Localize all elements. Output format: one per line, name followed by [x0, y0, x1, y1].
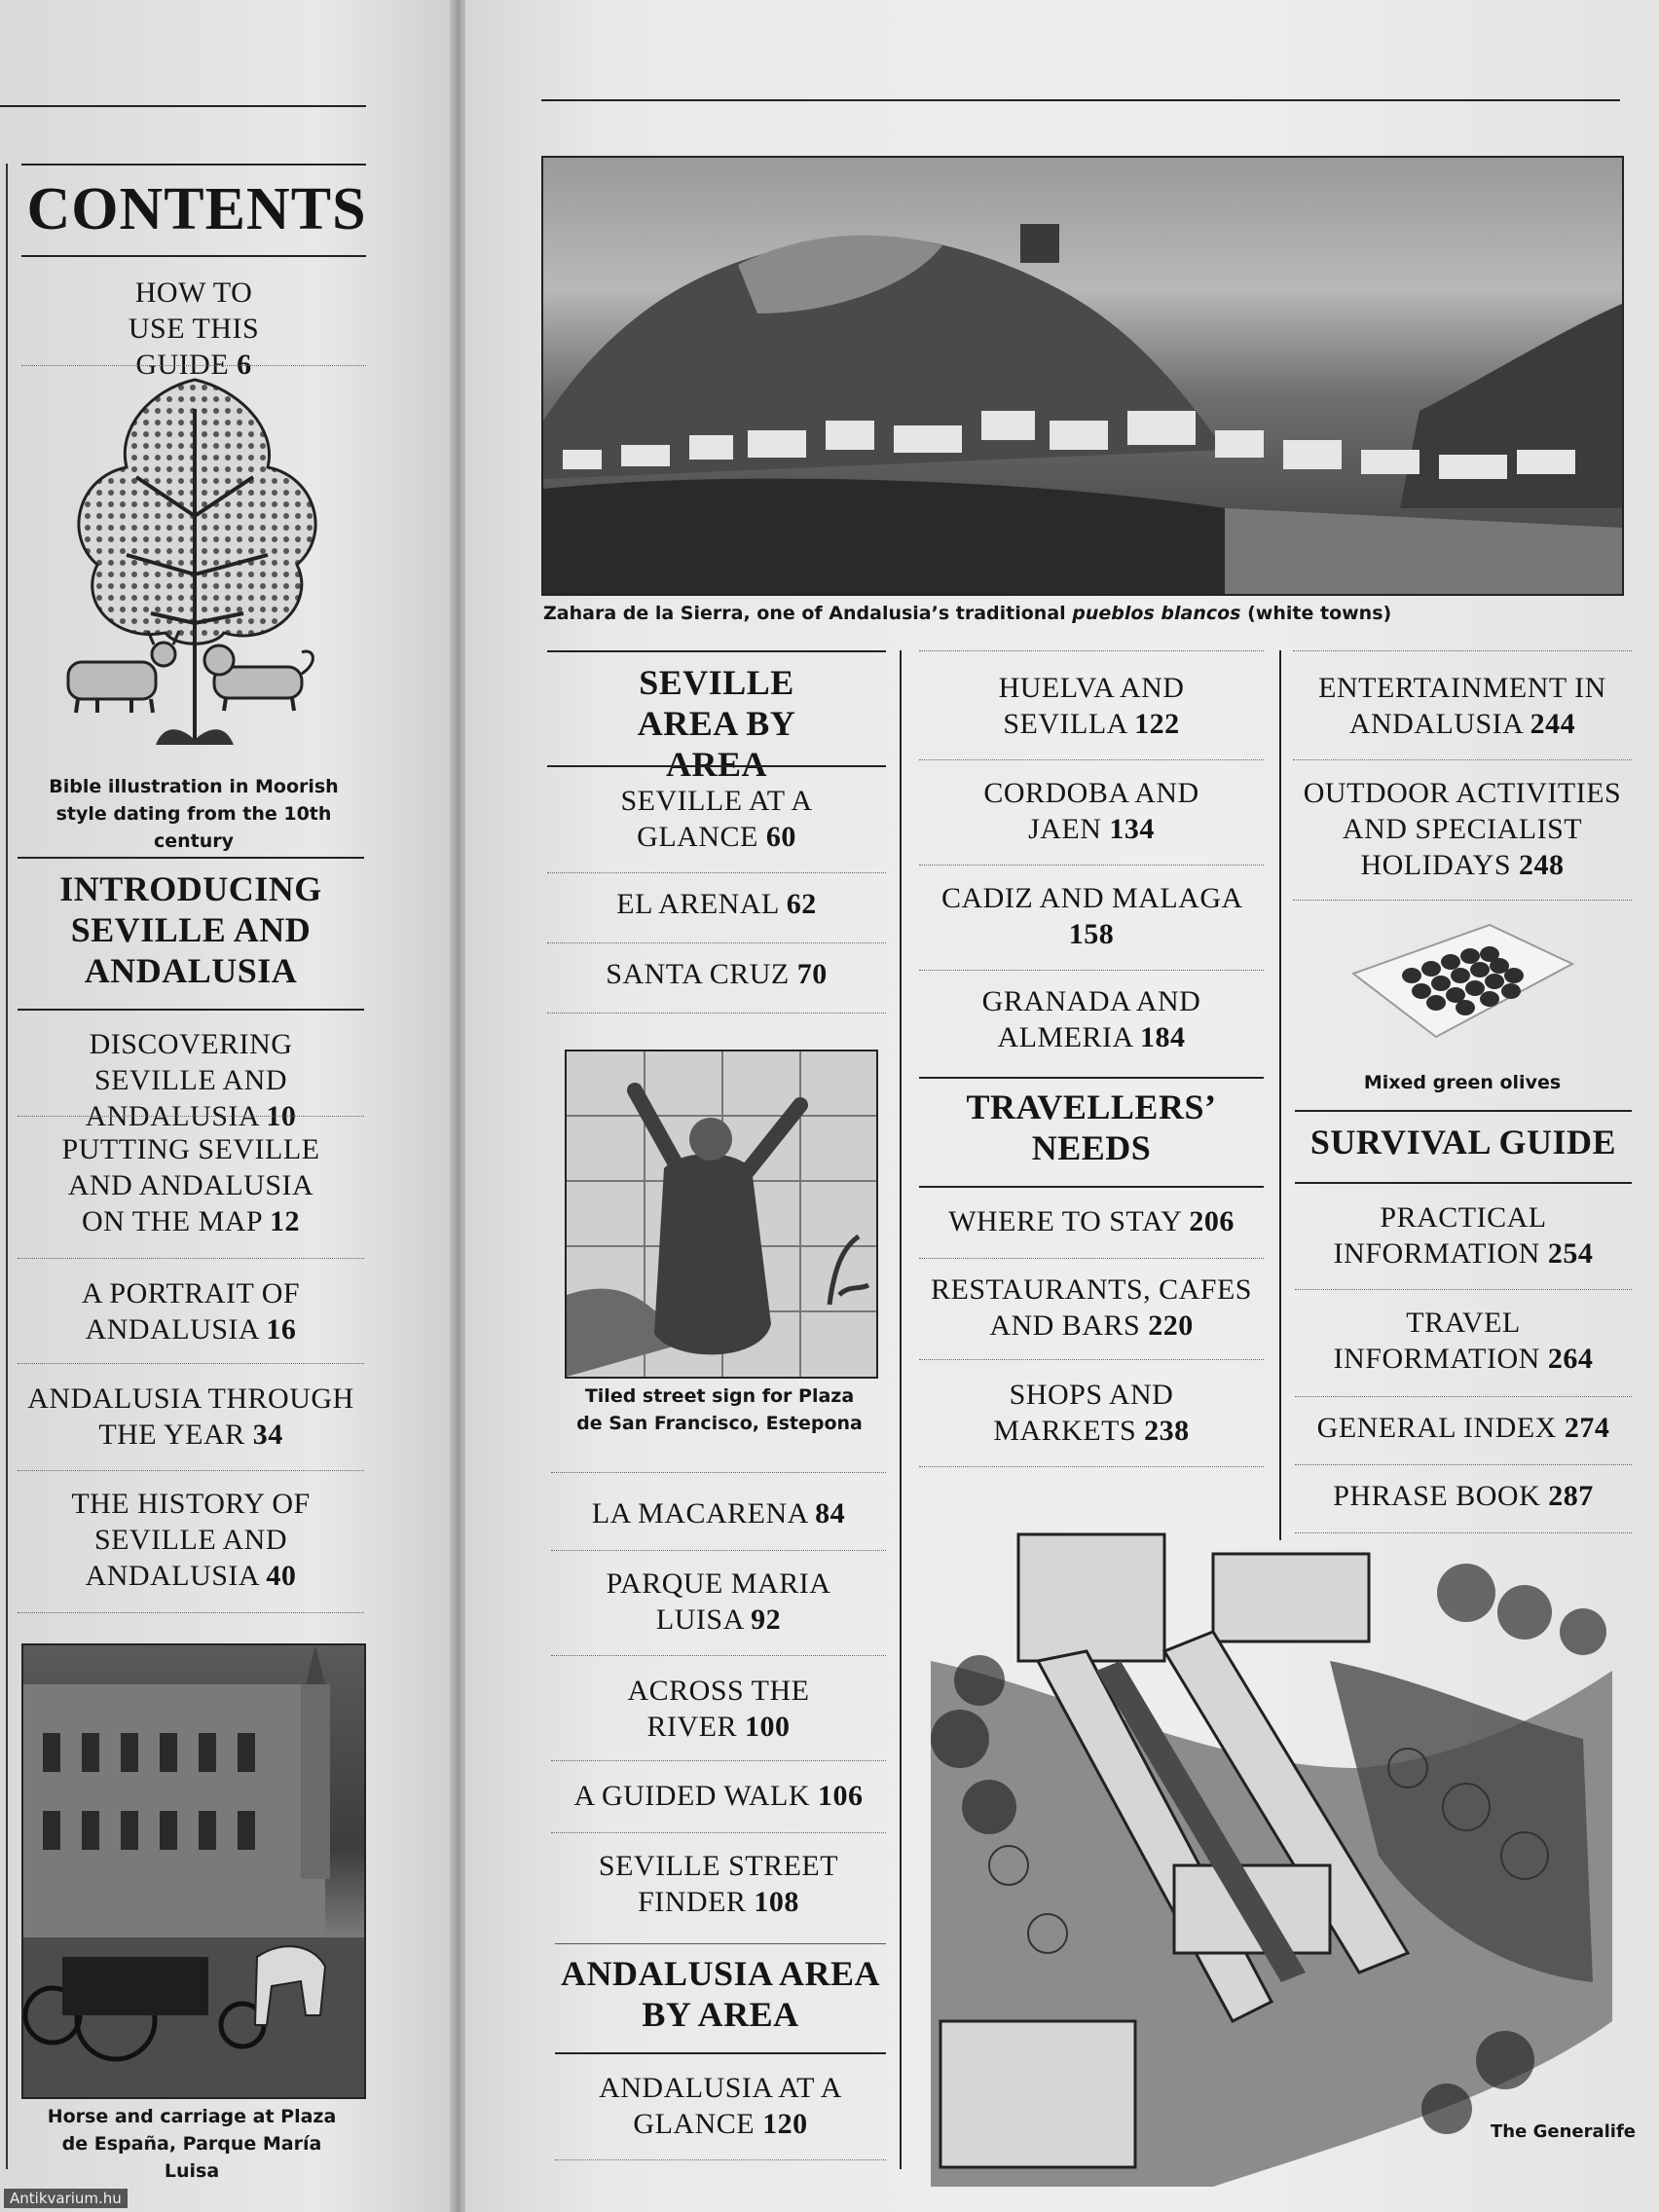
rule	[551, 1832, 886, 1833]
rule	[551, 1760, 886, 1761]
toc-entry[interactable]	[919, 670, 1264, 742]
rule	[551, 1655, 886, 1656]
toc-entry[interactable]	[919, 880, 1264, 952]
toc-entry[interactable]	[551, 1495, 886, 1531]
rule	[21, 255, 366, 257]
toc-entry[interactable]	[551, 1673, 886, 1745]
toc-entry[interactable]	[551, 1778, 886, 1814]
toc-entry-page: 60	[765, 821, 796, 853]
rule	[555, 2159, 886, 2160]
toc-entry-page: 238	[1144, 1415, 1190, 1447]
toc-entry-label: WHERE TO STAY	[948, 1205, 1182, 1237]
rule	[919, 1077, 1264, 1079]
toc-entry-label: PARQUE MARIA LUISA	[606, 1567, 831, 1636]
toc-entry-page: 84	[815, 1497, 846, 1530]
column-divider	[1279, 650, 1281, 1540]
zahara-landscape	[543, 158, 1622, 594]
rule	[551, 1472, 886, 1473]
toc-entry-label: A PORTRAIT OF ANDALUSIA	[81, 1277, 301, 1346]
rule	[547, 942, 886, 943]
toc-entry[interactable]	[919, 1272, 1264, 1344]
rule	[18, 857, 364, 859]
rule	[919, 1186, 1264, 1188]
rule	[21, 164, 366, 166]
toc-entry-label: SHOPS AND MARKETS	[993, 1379, 1174, 1447]
toc-entry-how-to-use[interactable]: HOW TO USE THIS GUIDE 6	[128, 276, 260, 381]
toc-entry-label: DISCOVERING SEVILLE AND ANDALUSIA	[85, 1028, 293, 1132]
tiled-saint-drawing	[567, 1051, 876, 1377]
toc-entry-page: 206	[1189, 1205, 1235, 1237]
toc-entry-page: 122	[1134, 708, 1180, 740]
rule	[21, 365, 366, 366]
toc-entry[interactable]	[18, 1275, 364, 1347]
rule	[555, 2052, 886, 2054]
toc-entry-page: 106	[818, 1780, 864, 1812]
section-heading-introducing: INTRODUCING SEVILLE AND ANDALUSIA	[59, 869, 322, 990]
toc-entry-label: ACROSS THE RIVER	[627, 1675, 810, 1743]
carriage-caption: Horse and carriage at Plaza de España, Parque María Luisa	[47, 2106, 337, 2182]
rule	[919, 759, 1264, 760]
toc-entry-page: 134	[1109, 813, 1155, 845]
rule	[551, 1550, 886, 1551]
rule	[919, 865, 1264, 866]
toc-entry-page: 274	[1564, 1412, 1610, 1444]
toc-entry-page: 12	[270, 1205, 300, 1237]
watermark: Antikvarium.hu	[4, 2189, 128, 2208]
toc-entry[interactable]	[1295, 1305, 1632, 1377]
rule	[919, 970, 1264, 971]
toc-entry[interactable]	[18, 1486, 364, 1594]
rule	[919, 1258, 1264, 1259]
toc-entry[interactable]	[919, 775, 1264, 847]
toc-entry-page: 92	[751, 1604, 782, 1636]
toc-entry-label: CADIZ AND MALAGA	[941, 882, 1241, 914]
rule	[1295, 1110, 1632, 1112]
toc-entry-page: 254	[1547, 1237, 1594, 1270]
toc-entry-page: 62	[786, 888, 817, 920]
toc-entry[interactable]	[18, 1381, 364, 1453]
toc-entry-label: ANDALUSIA THROUGH THE YEAR	[27, 1382, 354, 1451]
rule	[919, 1466, 1264, 1467]
bible-caption: Bible illustration in Moorish style dating from the 10th century	[49, 776, 339, 852]
carriage-photo	[21, 1643, 366, 2099]
rule	[919, 1359, 1264, 1360]
toc-entry[interactable]	[919, 1203, 1264, 1239]
rule	[18, 1009, 364, 1011]
toc-entry-label: TRAVEL INFORMATION	[1333, 1307, 1540, 1375]
toc-entry-label: PUTTING SEVILLE AND ANDALUSIA ON THE MAP	[61, 1133, 320, 1237]
rule	[547, 872, 886, 873]
toc-entry[interactable]	[919, 1377, 1264, 1449]
toc-entry-label: LA MACARENA	[591, 1497, 808, 1530]
olives-photo	[1344, 915, 1577, 1042]
rule	[18, 1258, 364, 1259]
rule	[18, 1363, 364, 1364]
toc-entry-label: ENTERTAINMENT IN ANDALUSIA	[1318, 672, 1606, 740]
toc-entry-page: 287	[1548, 1480, 1594, 1512]
toc-entry[interactable]	[547, 783, 886, 855]
toc-entry-page: 244	[1530, 708, 1576, 740]
column-divider	[900, 650, 902, 2169]
toc-entry[interactable]	[555, 2070, 886, 2142]
olives-caption: Mixed green olives	[1363, 1072, 1562, 1093]
toc-entry-label: A GUIDED WALK	[573, 1780, 811, 1812]
rule	[1293, 900, 1632, 901]
toc-entry-page: 248	[1519, 849, 1565, 881]
toc-entry[interactable]	[18, 1131, 364, 1239]
toc-entry-page: 264	[1547, 1343, 1594, 1375]
section-heading-travellers: TRAVELLERS’ NEEDS	[966, 1088, 1217, 1167]
ox-figure	[68, 631, 179, 713]
rule	[18, 1612, 364, 1613]
toc-entry-page: 158	[1068, 918, 1115, 950]
toc-entry[interactable]	[1295, 1199, 1632, 1272]
toc-entry-label: HUELVA AND SEVILLA	[998, 672, 1185, 740]
rule	[547, 765, 886, 767]
toc-entry-page: 10	[266, 1100, 297, 1132]
tile-sign-photo	[565, 1050, 878, 1379]
toc-entry-page: 34	[252, 1419, 283, 1451]
toc-entry-label: THE HISTORY OF SEVILLE AND ANDALUSIA	[71, 1488, 311, 1592]
toc-entry[interactable]	[551, 1848, 886, 1920]
page-title: CONTENTS	[26, 176, 367, 242]
rule	[1293, 650, 1632, 651]
rule	[18, 1470, 364, 1471]
toc-entry[interactable]	[1295, 1410, 1632, 1446]
toc-entry-label: PRACTICAL INFORMATION	[1333, 1201, 1547, 1270]
section-heading-survival: SURVIVAL GUIDE	[1309, 1123, 1617, 1161]
toc-entry[interactable]	[919, 983, 1264, 1055]
rule	[1295, 1182, 1632, 1184]
top-rule-right	[541, 99, 1620, 101]
toc-entry-page: 184	[1140, 1021, 1186, 1053]
rule	[1293, 759, 1632, 760]
toc-entry-page: 40	[266, 1560, 297, 1592]
rule	[1295, 1396, 1632, 1397]
toc-entry-label: RESTAURANTS, CAFES AND BARS	[931, 1273, 1252, 1342]
top-rule-left	[0, 105, 366, 107]
toc-entry-label: OUTDOOR ACTIVITIES AND SPECIALIST HOLIDAYS	[1303, 777, 1622, 881]
toc-entry-label: SEVILLE AT A GLANCE	[620, 785, 813, 853]
toc-entry[interactable]	[18, 1026, 364, 1134]
rule	[919, 650, 1264, 651]
zahara-caption: Zahara de la Sierra, one of Andalusia’s traditional pueblos blancos (white towns)	[543, 603, 1392, 624]
toc-entry-page: 108	[754, 1886, 799, 1918]
toc-entry[interactable]	[551, 1566, 886, 1638]
toc-entry-label: GENERAL INDEX	[1316, 1412, 1557, 1444]
rule	[1295, 1289, 1632, 1290]
toc-entry-label: PHRASE BOOK	[1333, 1480, 1541, 1512]
toc-entry-page: 16	[266, 1313, 297, 1346]
plaza-espana-drawing	[23, 1645, 364, 2097]
rule	[18, 1116, 364, 1117]
toc-entry-page: 100	[745, 1711, 791, 1743]
rule	[555, 1943, 886, 1944]
toc-entry-label: ANDALUSIA AT A GLANCE	[599, 2072, 842, 2140]
toc-entry[interactable]	[547, 956, 886, 992]
toc-entry[interactable]	[1293, 775, 1632, 883]
toc-entry[interactable]	[1293, 670, 1632, 742]
zahara-photo	[541, 156, 1624, 596]
rule	[547, 1013, 886, 1014]
toc-entry-page: 70	[796, 958, 828, 990]
toc-entry-label: SEVILLE STREET FINDER	[598, 1850, 839, 1918]
toc-entry-label: CORDOBA AND JAEN	[983, 777, 1199, 845]
toc-entry[interactable]	[1295, 1478, 1632, 1514]
bible-illustration	[58, 370, 341, 759]
toc-entry-label: EL ARENAL	[616, 888, 779, 920]
tile-caption: Tiled street sign for Plaza de San Francisco, Estepona	[576, 1385, 863, 1434]
rule	[547, 650, 886, 652]
section-heading-seville: SEVILLE AREA BY AREA	[637, 663, 796, 784]
section-heading-andalusia-area: ANDALUSIA AREA BY AREA	[560, 1954, 881, 2034]
toc-entry-page: 120	[762, 2108, 808, 2140]
toc-entry-label: SANTA CRUZ	[606, 958, 790, 990]
rule	[1295, 1464, 1632, 1465]
toc-entry[interactable]	[547, 886, 886, 922]
toc-entry-page: 220	[1148, 1309, 1194, 1342]
lion-figure	[204, 645, 313, 711]
generalife-caption: The Generalife	[1491, 2121, 1636, 2142]
generalife-drawing	[921, 1515, 1622, 2196]
left-margin-line	[6, 164, 8, 2169]
toc-entry-label: GRANADA AND ALMERIA	[981, 985, 1201, 1053]
